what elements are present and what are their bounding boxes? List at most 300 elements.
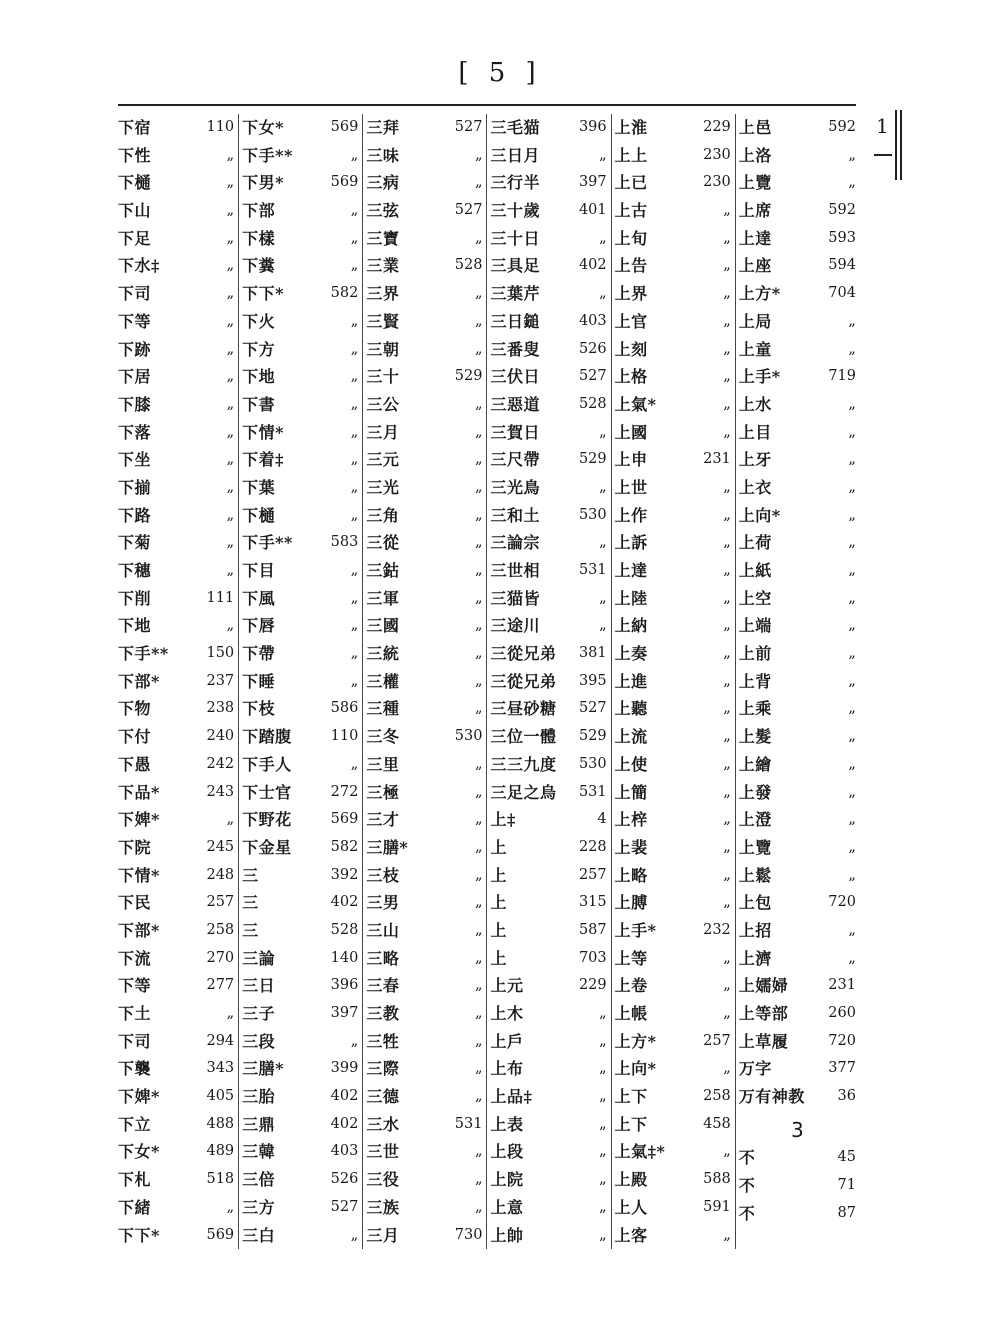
entry-page: 343	[206, 1060, 235, 1077]
index-entry	[739, 391, 856, 419]
entry-term: 上戶	[490, 1031, 524, 1051]
entry-page: 237	[206, 672, 235, 689]
entry-page: 245	[206, 838, 235, 855]
entry-term: 下書	[242, 394, 276, 414]
entry-term: 下性	[118, 145, 152, 165]
entry-term: 三論	[242, 948, 276, 968]
entry-page: „	[226, 1005, 235, 1021]
entry-page: „	[226, 202, 235, 219]
entry-page: 277	[206, 977, 235, 994]
index-entry	[366, 1028, 482, 1056]
entry-term: 上帥	[490, 1225, 524, 1245]
entry-page: 405	[206, 1088, 235, 1105]
index-entry	[490, 612, 606, 640]
entry-term: 上前	[738, 644, 772, 664]
index-entry	[118, 1083, 234, 1111]
index-entry	[615, 280, 731, 308]
index-entry	[118, 252, 234, 280]
entry-term: 下穗	[118, 561, 152, 580]
entry-page: 270	[206, 949, 235, 966]
entry-page: „	[226, 395, 235, 412]
entry-page: „	[599, 423, 607, 440]
entry-term: 三鈷	[366, 561, 400, 580]
entry-term: 上布	[490, 1059, 524, 1079]
entry-term: 三猫皆	[490, 588, 540, 608]
entry-term: 上聽	[614, 699, 648, 719]
entry-page: „	[599, 1115, 607, 1132]
entry-term: 下跡	[118, 339, 152, 359]
entry-page: „	[848, 312, 856, 329]
entry-term: 上繪	[738, 754, 772, 774]
index-entry	[242, 1222, 358, 1250]
index-entry	[615, 446, 731, 474]
entry-term: 上草履	[738, 1031, 789, 1051]
entry-term: 下院	[118, 837, 152, 857]
entry-page: 243	[206, 783, 235, 800]
entry-page: 594	[828, 257, 856, 274]
entry-term: 上空	[738, 588, 772, 608]
index-entry	[615, 695, 731, 723]
entry-term: 三胎	[242, 1087, 276, 1107]
index-entry	[118, 1138, 234, 1166]
entry-page: 531	[578, 562, 607, 578]
entry-page: „	[723, 257, 731, 274]
entry-page: 530	[578, 506, 607, 523]
entry-term: 上略	[614, 865, 648, 885]
index-entry	[242, 280, 358, 308]
entry-page: 588	[703, 1171, 731, 1188]
entry-page: 402	[330, 1115, 359, 1132]
index-entry	[490, 1000, 606, 1028]
entry-term: 三教	[366, 1004, 400, 1023]
entry-page: „	[474, 1088, 483, 1105]
index-entry	[242, 474, 358, 502]
index-entry	[118, 834, 234, 862]
entry-term: 上手*	[738, 367, 781, 387]
entry-term: 三極	[366, 782, 400, 802]
entry-term: 下下*	[118, 1225, 160, 1245]
entry-page: „	[848, 617, 856, 634]
index-entry	[242, 806, 358, 834]
index-entry	[615, 169, 731, 197]
entry-page: „	[474, 617, 483, 634]
index-entry	[615, 1028, 731, 1056]
entry-page: „	[350, 202, 359, 219]
entry-page: „	[226, 257, 235, 274]
index-entry	[739, 308, 856, 336]
entry-page: 569	[206, 1226, 235, 1243]
entry-page: „	[350, 257, 359, 274]
entry-page: 582	[330, 285, 359, 302]
entry-term: 上表	[490, 1114, 524, 1134]
entry-term: 上紙	[738, 561, 772, 580]
entry-term: 下部	[242, 201, 276, 221]
index-entry	[366, 695, 482, 723]
index-entry	[739, 889, 856, 917]
entry-page: 569	[330, 811, 359, 828]
entry-term: 下枝	[242, 699, 276, 719]
entry-term: 上席	[738, 201, 772, 221]
entry-page: „	[848, 478, 856, 495]
index-entry	[118, 308, 234, 336]
entry-term: 上帳	[614, 1004, 648, 1023]
entry-page: 530	[454, 728, 483, 745]
index-entry	[490, 363, 606, 391]
entry-page: „	[350, 229, 359, 246]
entry-page: „	[723, 589, 731, 606]
entry-page: „	[848, 395, 856, 412]
entry-page: „	[350, 451, 359, 468]
index-entry	[739, 114, 856, 142]
index-entry	[490, 1055, 606, 1083]
entry-term: 下等	[118, 976, 152, 996]
entry-page: 402	[578, 257, 607, 274]
index-entry	[615, 391, 731, 419]
entry-term: 下物	[118, 699, 152, 719]
entry-page: 150	[206, 645, 235, 662]
entry-page: 36	[837, 1088, 856, 1105]
index-entry	[490, 862, 606, 890]
entry-page: „	[350, 589, 359, 606]
entry-term: 下火	[242, 311, 276, 331]
index-entry	[366, 252, 482, 280]
entry-term: 三水	[366, 1114, 400, 1134]
entry-term: 三際	[366, 1059, 400, 1079]
entry-page: „	[226, 811, 235, 828]
entry-term: 下踏腹	[242, 727, 292, 747]
index-entry	[739, 169, 856, 197]
entry-term: 三日	[242, 976, 276, 996]
edge-index-bar	[900, 110, 902, 180]
entry-term: 三十日	[490, 228, 540, 248]
entry-term: 下足	[118, 228, 152, 248]
entry-page: 527	[578, 700, 607, 717]
entry-term: 上方*	[738, 284, 781, 304]
entry-term: 上官	[614, 311, 648, 331]
entry-page: „	[723, 340, 731, 357]
entry-page: 230	[703, 146, 731, 163]
entry-page: „	[723, 229, 731, 246]
entry-term: 下落	[118, 422, 152, 442]
entry-page: „	[723, 1226, 731, 1243]
index-entry	[242, 225, 358, 253]
index-entry	[242, 363, 358, 391]
index-entry	[739, 142, 856, 170]
index-entry	[490, 695, 606, 723]
entry-page: „	[350, 312, 359, 329]
entry-page: 703	[578, 949, 607, 966]
entry-term: 上髮	[738, 727, 772, 747]
entry-term: 下膝	[118, 394, 152, 414]
entry-term: 下男*	[242, 173, 285, 193]
index-entry	[615, 1111, 731, 1139]
entry-page: „	[474, 589, 483, 606]
entry-term: 三十	[366, 367, 400, 387]
entry-page: 529	[454, 368, 483, 385]
index-entry	[366, 945, 482, 973]
entry-term: 上人	[614, 1197, 648, 1217]
entry-term: 上申	[614, 450, 648, 470]
entry-page: „	[848, 645, 856, 662]
index-entry	[739, 862, 856, 890]
index-entry	[615, 308, 731, 336]
index-entry	[490, 529, 606, 557]
entry-term: 上等部	[738, 1004, 789, 1023]
entry-page: „	[226, 174, 235, 191]
entry-term: 下部*	[118, 920, 160, 940]
index-entry	[118, 806, 234, 834]
entry-page: „	[226, 423, 235, 440]
index-column-2	[239, 114, 363, 1249]
entry-term: 下着‡	[242, 450, 285, 470]
index-entry	[490, 557, 606, 585]
index-entry	[615, 1194, 731, 1222]
entry-page: „	[723, 312, 731, 329]
entry-term: 三冬	[366, 727, 400, 747]
entry-page: „	[350, 340, 359, 357]
entry-term: 下風	[242, 588, 276, 608]
entry-page: 110	[206, 119, 235, 135]
index-entry	[739, 779, 856, 807]
index-entry	[366, 1111, 482, 1139]
entry-term: 上乘	[738, 699, 772, 719]
index-entry	[118, 585, 234, 613]
entry-page: 403	[330, 1143, 359, 1160]
entry-page: „	[599, 589, 607, 606]
index-entry	[366, 585, 482, 613]
entry-page: 294	[206, 1032, 235, 1049]
index-entry	[490, 1111, 606, 1139]
index-entry	[739, 945, 856, 973]
index-entry	[118, 1166, 234, 1194]
entry-term: 上覽	[738, 837, 772, 857]
entry-term: 上簡	[614, 782, 648, 802]
entry-term: 下手**	[242, 533, 293, 553]
entry-page: 529	[578, 451, 607, 468]
entry-term: 上淮	[614, 118, 648, 137]
index-entry	[366, 225, 482, 253]
entry-page: 582	[330, 838, 359, 855]
entry-term: 下地	[118, 616, 152, 636]
entry-term: 上發	[738, 782, 772, 802]
entry-page: „	[474, 478, 483, 495]
entry-page: „	[350, 368, 359, 385]
index-entry	[490, 640, 606, 668]
entry-page: 592	[828, 202, 856, 219]
index-entry	[366, 972, 482, 1000]
entry-page: „	[474, 672, 483, 689]
entry-page: 402	[330, 1088, 359, 1105]
entry-page: 240	[206, 728, 235, 745]
index-entry	[242, 169, 358, 197]
entry-page: „	[599, 617, 607, 634]
entry-page: 110	[330, 728, 359, 745]
index-entry	[366, 779, 482, 807]
index-entry	[490, 972, 606, 1000]
entry-page: 489	[206, 1143, 235, 1160]
entry-page: 377	[828, 1060, 856, 1077]
index-entry	[490, 225, 606, 253]
index-entry	[615, 557, 731, 585]
entry-term: 下樋	[242, 505, 276, 525]
index-entry	[615, 1055, 731, 1083]
entry-term: 上氣‡*	[614, 1142, 666, 1162]
entry-page: 45	[837, 1149, 856, 1166]
entry-term: 三膳*	[366, 837, 409, 857]
index-entry	[366, 1166, 482, 1194]
index-entry	[739, 1028, 856, 1056]
index-entry	[490, 280, 606, 308]
index-entry	[118, 502, 234, 530]
entry-page: „	[723, 478, 731, 495]
entry-term: 三方	[242, 1197, 276, 1217]
entry-term: 三山	[366, 920, 400, 940]
entry-term: 上界	[614, 284, 648, 304]
index-entry	[615, 751, 731, 779]
entry-term: 下帶	[242, 644, 276, 664]
entry-page: „	[474, 866, 483, 883]
entry-term: 上古	[614, 201, 648, 221]
entry-page: „	[723, 562, 731, 578]
index-entry	[739, 1083, 856, 1111]
entry-term: 三牲	[366, 1031, 400, 1051]
entry-page: 272	[330, 783, 359, 800]
entry-page: „	[226, 534, 235, 551]
index-entry	[366, 142, 482, 170]
entry-term: 下野花	[242, 810, 292, 830]
entry-term: 三白	[242, 1225, 276, 1245]
entry-page: 238	[206, 700, 235, 717]
entry-page: „	[723, 1060, 731, 1077]
index-entry	[739, 917, 856, 945]
entry-page: „	[226, 229, 235, 246]
index-entry	[242, 419, 358, 447]
index-entry	[615, 142, 731, 170]
index-entry	[490, 1222, 606, 1250]
index-entry	[242, 308, 358, 336]
index-entry	[242, 1111, 358, 1139]
entry-page: „	[599, 146, 607, 163]
index-entry	[739, 612, 856, 640]
index-entry	[615, 1166, 731, 1194]
index-entry	[615, 336, 731, 364]
entry-term: 上國	[614, 422, 648, 442]
index-entry	[615, 917, 731, 945]
index-entry	[490, 308, 606, 336]
index-entry	[366, 114, 482, 142]
entry-page: „	[226, 285, 235, 302]
entry-term: 上流	[614, 727, 648, 747]
entry-term: 下宿	[118, 118, 152, 137]
index-entry	[490, 1194, 606, 1222]
entry-page: „	[226, 506, 235, 523]
entry-page: 704	[828, 285, 856, 302]
entry-term: 上向*	[738, 505, 781, 525]
entry-term: 三日月	[490, 145, 540, 165]
entry-page: „	[599, 1171, 607, 1188]
entry-page: „	[599, 1226, 607, 1243]
entry-page: „	[723, 368, 731, 385]
entry-page: 591	[703, 1198, 731, 1215]
entry-page: „	[474, 312, 483, 329]
entry-term: 下手人	[242, 754, 292, 774]
entry-page: „	[848, 728, 856, 745]
index-entry	[615, 1222, 731, 1250]
entry-term: 下土	[118, 1004, 152, 1023]
entry-page: „	[350, 1032, 359, 1049]
entry-term: 三	[242, 893, 259, 913]
entry-page: „	[599, 1060, 607, 1077]
entry-page: 396	[330, 977, 359, 994]
entry-page: 381	[578, 645, 607, 662]
entry-page: 228	[578, 838, 607, 855]
entry-term: 三尺帶	[490, 450, 540, 470]
entry-term: 上	[490, 893, 507, 913]
entry-page: „	[474, 977, 483, 994]
index-entry	[615, 529, 731, 557]
index-entry	[366, 1222, 482, 1250]
entry-term: 上世	[614, 477, 648, 497]
index-entry	[366, 391, 482, 419]
entry-page: „	[723, 202, 731, 219]
index-entry	[242, 779, 358, 807]
index-entry	[242, 391, 358, 419]
index-entry	[242, 834, 358, 862]
entry-term: 上梓	[614, 810, 648, 830]
entry-term: 上納	[614, 616, 648, 636]
entry-page: 4	[597, 811, 607, 828]
entry-term: 上‡	[490, 810, 516, 830]
entry-page: 231	[703, 451, 731, 468]
entry-term: 三味	[366, 145, 400, 165]
entry-page: 586	[330, 700, 359, 717]
entry-term: 三國	[366, 616, 400, 636]
entry-page: „	[848, 423, 856, 440]
index-entry	[490, 197, 606, 225]
index-entry	[242, 142, 358, 170]
entry-term: 三膳*	[242, 1059, 285, 1079]
entry-term: 三	[242, 920, 259, 940]
entry-page: „	[723, 617, 731, 634]
index-entry	[118, 668, 234, 696]
index-entry	[615, 363, 731, 391]
entry-page: 458	[703, 1115, 731, 1132]
entry-term: 上已	[614, 173, 648, 193]
entry-page: 248	[206, 866, 235, 883]
entry-page: „	[723, 1143, 731, 1160]
entry-page: „	[226, 478, 235, 495]
entry-page: „	[350, 755, 359, 772]
index-entry	[615, 612, 731, 640]
index-entry	[366, 308, 482, 336]
entry-page: „	[723, 811, 731, 828]
entry-page: „	[350, 395, 359, 412]
index-entry	[490, 806, 606, 834]
entry-term: 上	[490, 948, 507, 968]
entry-term: 上下	[614, 1087, 648, 1107]
index-entry	[739, 640, 856, 668]
entry-term: 三日鎚	[490, 311, 540, 331]
index-entry	[490, 391, 606, 419]
index-entry	[242, 585, 358, 613]
entry-term: 下立	[118, 1114, 152, 1134]
entry-term: 下地	[242, 367, 276, 387]
entry-page: „	[226, 562, 235, 578]
entry-term: 上澄	[738, 810, 772, 830]
index-entry	[242, 917, 358, 945]
index-entry	[118, 695, 234, 723]
index-entry	[118, 197, 234, 225]
